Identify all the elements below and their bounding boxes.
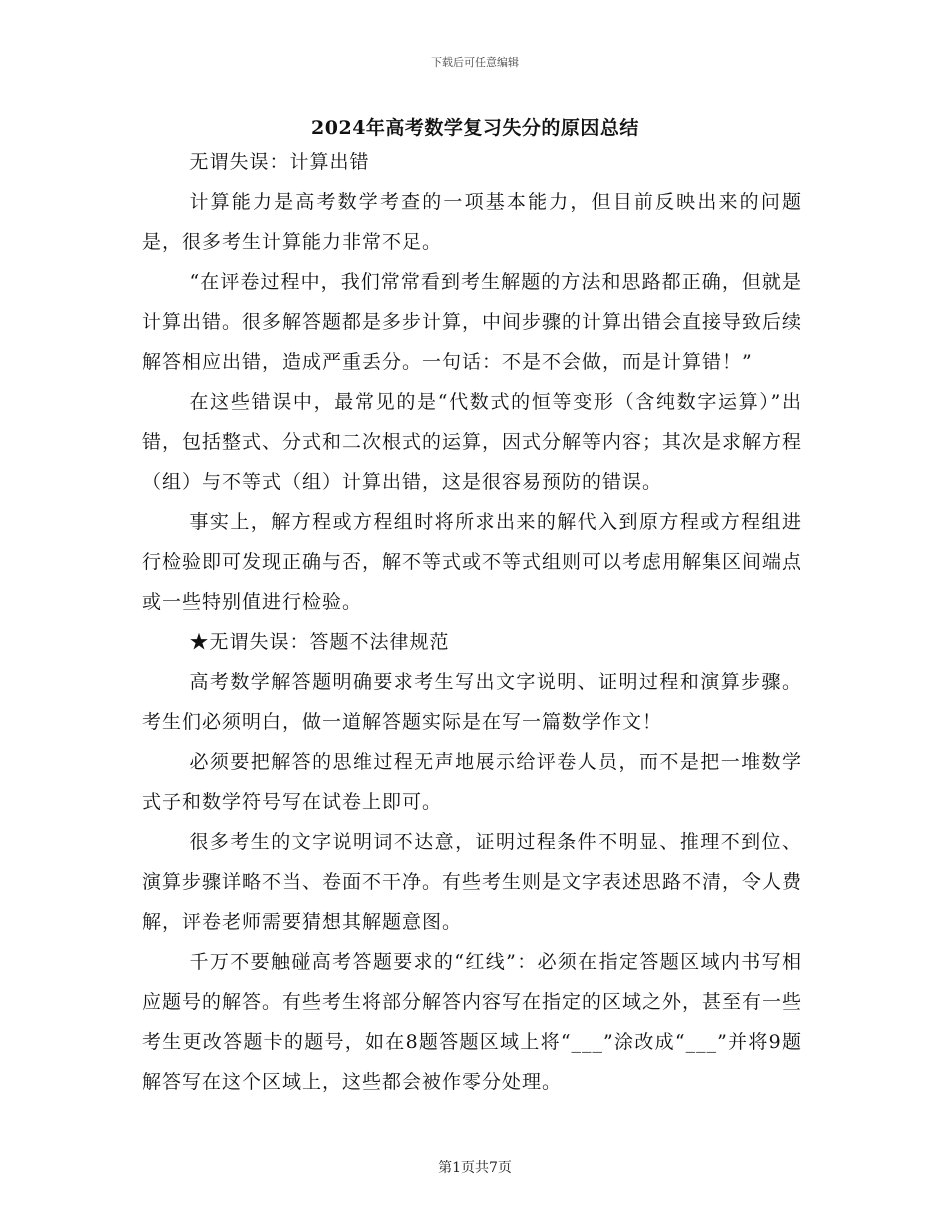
document-body: [142, 142, 802, 1102]
paragraph: 事实上，解方程或方程组时将所求出来的解代入到原方程或方程组进行检验即可发现正确与否，解不等式或不等式组则可以考虑用解集区间端点或一些特别值进行检验。: [142, 511, 803, 613]
paragraph-heading-nonstandard-answer: ★无谓失误：答题不法律规范: [189, 631, 450, 653]
paragraph-quote: “在评卷过程中，我们常常看到考生解题的方法和思路都正确，但就是计算出错。很多解答题都是多步计算，中间步骤的计算出错会直接导致后续解答相应出错，造成严重丢分。一句话：不是不会做，而是计算错！”: [142, 271, 803, 373]
page-number: 第1页共7页: [438, 1160, 512, 1176]
paragraph: 在这些错误中，最常见的是“代数式的恒等变形（含纯数字运算）”出错，包括整式、分式和二次根式的运算，因式分解等内容；其次是求解方程（组）与不等式（组）计算出错，这是很容易预防的错误。: [142, 391, 803, 493]
paragraph: 高考数学解答题明确要求考生写出文字说明、证明过程和演算步骤。考生们必须明白，做一道解答题实际是在写一篇数学作文！: [142, 671, 802, 733]
paragraph: 很多考生的文字说明词不达意，证明过程条件不明显、推理不到位、演算步骤详略不当、卷面不干净。有些考生则是文字表述思路不清，令人费解，评卷老师需要猜想其解题意图。: [142, 831, 803, 933]
document-title: 2024年高考数学复习失分的原因总结: [311, 117, 639, 139]
paragraph: 千万不要触碰高考答题要求的“红线”：必须在指定答题区域内书写相应题号的解答。有些考生将部分解答内容写在指定的区域之外，甚至有一些考生更改答题卡的题号，如在8题答题区域上将“___”涂改成“___”并将9题解答写在这个区域上，这些都会被作零分处理。: [142, 951, 803, 1093]
paragraph-heading-calculation-error: 无谓失误：计算出错: [189, 151, 370, 173]
paragraph: 计算能力是高考数学考查的一项基本能力，但目前反映出来的问题是，很多考生计算能力非常不足。: [142, 191, 802, 253]
page-header: 下载后可任意编辑: [431, 56, 519, 69]
paragraph: 必须要把解答的思维过程无声地展示给评卷人员，而不是把一堆数学式子和数学符号写在试卷上即可。: [142, 751, 802, 813]
